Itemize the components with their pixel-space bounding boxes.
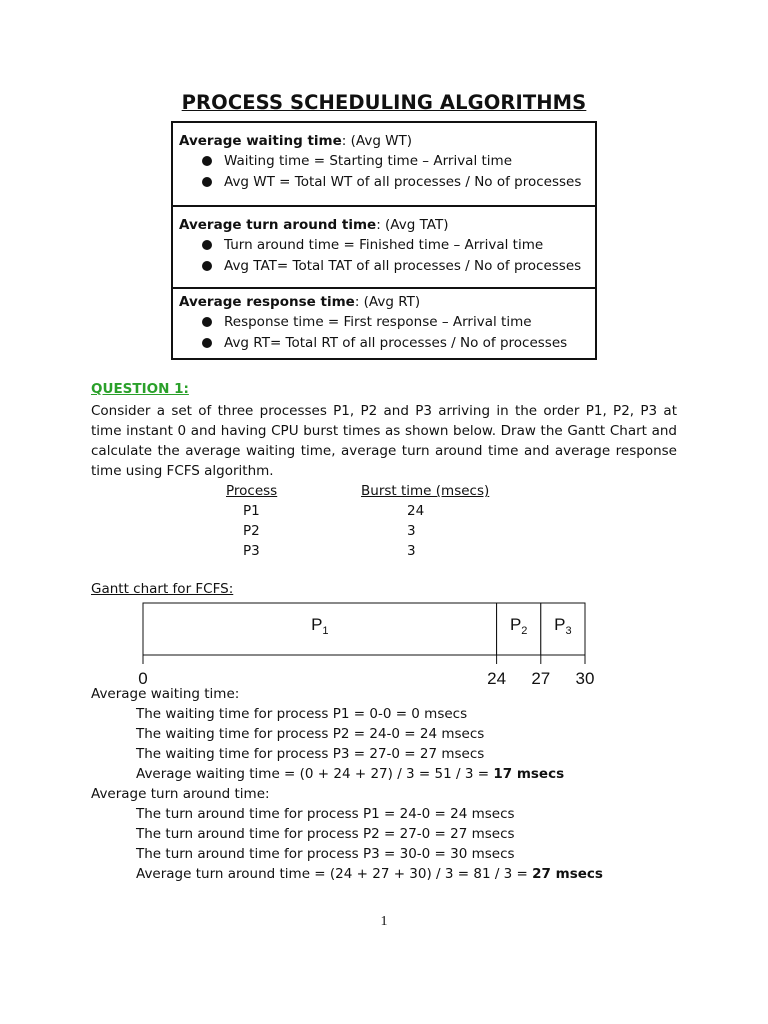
def-heading-rest: : (Avg WT) bbox=[341, 133, 413, 149]
turnaround-line: The turn around time for process P2 = 27-0 = 27 msecs bbox=[136, 826, 515, 842]
table-cell: P2 bbox=[243, 523, 260, 539]
avg-response-def bbox=[173, 287, 595, 354]
turnaround-average-text: Average turn around time = (24 + 27 + 30) / 3 = 81 / 3 = bbox=[136, 866, 533, 882]
gantt-bar-label: $P_2$ bbox=[509, 615, 528, 637]
bullet-icon bbox=[202, 261, 212, 271]
def-bullet bbox=[179, 333, 595, 354]
question-label: QUESTION 1: bbox=[91, 381, 189, 397]
bullet-icon bbox=[202, 156, 212, 166]
def-heading bbox=[179, 215, 595, 235]
avg-waiting-def bbox=[173, 131, 595, 193]
definitions-box bbox=[171, 121, 597, 360]
table-cell: 24 bbox=[407, 503, 425, 519]
def-heading bbox=[179, 292, 595, 312]
gantt-tick-label: 27 bbox=[531, 669, 551, 688]
bullet-text: Avg WT = Total WT of all processes / No of processes bbox=[224, 174, 582, 190]
def-bullet bbox=[179, 151, 595, 172]
process-header: Process bbox=[226, 483, 278, 499]
bullet-text: Turn around time = Finished time – Arrival time bbox=[224, 237, 544, 253]
turnaround-line: The turn around time for process P1 = 24-0 = 24 msecs bbox=[136, 806, 515, 822]
waiting-average bbox=[91, 764, 603, 784]
def-heading-bold: Average waiting time bbox=[179, 133, 342, 149]
burst-column bbox=[361, 481, 489, 561]
gantt-chart bbox=[0, 595, 768, 695]
waiting-line: The waiting time for process P3 = 27-0 = 27 msecs bbox=[136, 746, 485, 762]
table-cell: P1 bbox=[243, 503, 260, 519]
def-heading-bold: Average turn around time bbox=[179, 217, 377, 233]
waiting-line: The waiting time for process P1 = 0-0 = 0 msecs bbox=[136, 706, 468, 722]
waiting-average-text: Average waiting time = (0 + 24 + 27) / 3 = 51 / 3 = bbox=[136, 766, 494, 782]
burst-header: Burst time (msecs) bbox=[361, 483, 490, 499]
waiting-average-result: 17 msecs bbox=[493, 766, 565, 782]
gantt-bar-label: $P_3$ bbox=[554, 615, 572, 637]
waiting-heading: Average waiting time: bbox=[91, 686, 240, 702]
def-bullet bbox=[179, 256, 595, 277]
gantt-tick-label: 24 bbox=[487, 669, 507, 688]
def-heading-bold: Average response time bbox=[179, 294, 355, 310]
avg-turnaround-def bbox=[173, 205, 595, 277]
waiting-line: The waiting time for process P2 = 24-0 = 24 msecs bbox=[136, 726, 485, 742]
bullet-icon bbox=[202, 240, 212, 250]
def-bullet bbox=[179, 312, 595, 333]
bullet-text: Waiting time = Starting time – Arrival time bbox=[224, 153, 512, 169]
table-cell: 3 bbox=[407, 543, 416, 559]
bullet-text: Avg RT= Total RT of all processes / No of processes bbox=[224, 335, 568, 351]
def-heading bbox=[179, 131, 595, 151]
def-bullet bbox=[179, 235, 595, 256]
turnaround-line: The turn around time for process P3 = 30-0 = 30 msecs bbox=[136, 846, 515, 862]
gantt-tick-label: 0 bbox=[138, 669, 148, 688]
page-number: 1 bbox=[380, 914, 388, 929]
bullet-icon bbox=[202, 338, 212, 348]
bullet-text: Avg TAT= Total TAT of all processes / No of processes bbox=[224, 258, 582, 274]
gantt-label: Gantt chart for FCFS: bbox=[91, 581, 234, 597]
process-column bbox=[226, 481, 277, 561]
table-cell: 3 bbox=[407, 523, 416, 539]
calculations bbox=[91, 684, 603, 884]
def-heading-rest: : (Avg TAT) bbox=[376, 217, 449, 233]
table-cell: P3 bbox=[243, 543, 260, 559]
gantt-bar-label: $P_1$ bbox=[311, 615, 329, 637]
bullet-icon bbox=[202, 177, 212, 187]
page-title: PROCESS SCHEDULING ALGORITHMS bbox=[181, 91, 587, 114]
def-bullet bbox=[179, 172, 595, 193]
turnaround-average bbox=[91, 864, 603, 884]
def-heading-rest: : (Avg RT) bbox=[354, 294, 421, 310]
gantt-tick-label: 30 bbox=[575, 669, 595, 688]
turnaround-heading: Average turn around time: bbox=[91, 786, 270, 802]
turnaround-average-result: 27 msecs bbox=[532, 866, 603, 882]
bullet-text: Response time = First response – Arrival time bbox=[224, 314, 532, 330]
question-text: Consider a set of three processes P1, P2 and P3 arriving in the order P1, P2, P3 at time instant 0 and having CPU burst times as shown below. Draw the Gantt Chart and calculate the average waiting time, average turn around time and average response time using FCFS algorithm. bbox=[91, 403, 677, 479]
bullet-icon bbox=[202, 317, 212, 327]
